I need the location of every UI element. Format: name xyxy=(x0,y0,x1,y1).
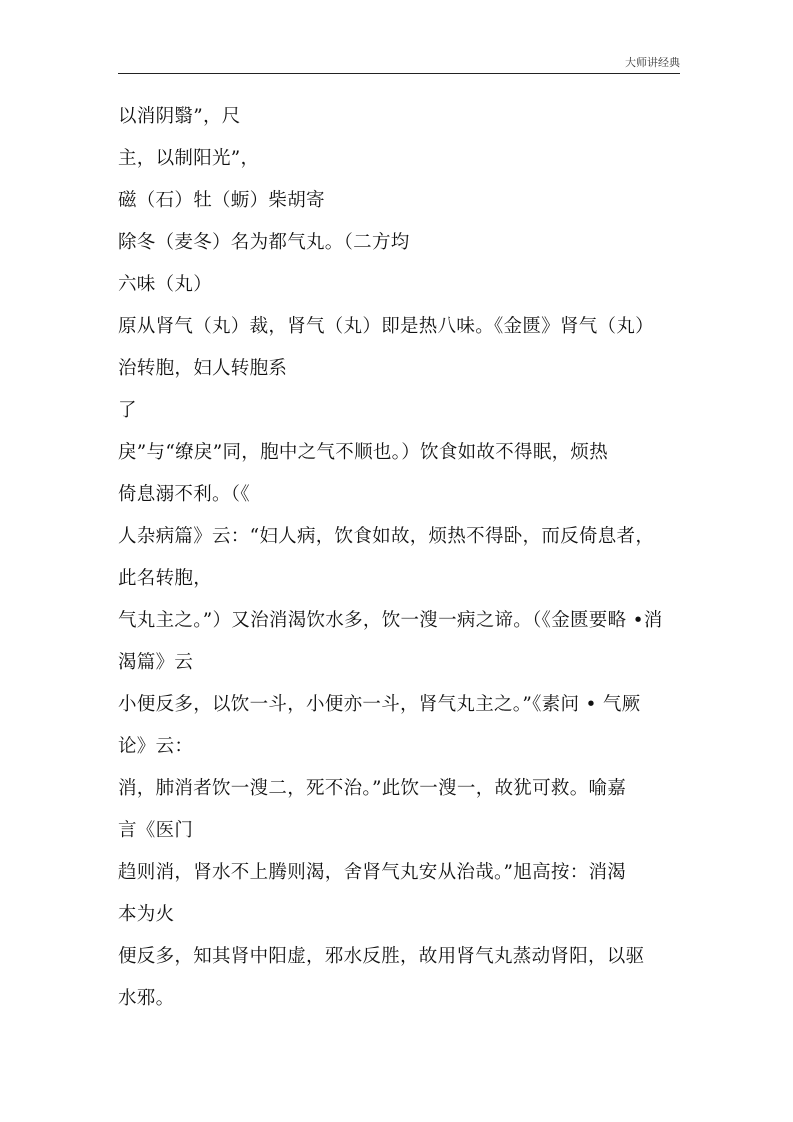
running-header: 大师讲经典 xyxy=(625,56,680,69)
text-line: 此名转胞， xyxy=(118,568,213,589)
text-line: 人杂病篇》云：“妇人病，饮食如故，烦热不得卧，而反倚息者， xyxy=(118,526,655,547)
text-line: 本为火 xyxy=(118,904,175,925)
text-line: 消，肺消者饮一溲二，死不治。”此饮一溲一，故犹可救。喻嘉 xyxy=(118,778,627,799)
text-line: 趋则消，肾水不上腾则渴，舍肾气丸安从治哉。”旭高按：消渴 xyxy=(118,862,627,883)
text-line: 水邪。 xyxy=(118,988,175,1009)
text-line: 言《医门 xyxy=(118,820,194,841)
text-line: 便反多，知其肾中阳虚，邪水反胜，故用肾气丸蒸动肾阳，以驱 xyxy=(118,946,645,967)
text-line: 渴篇》云 xyxy=(118,652,194,673)
text-line: 主，以制阳光”， xyxy=(118,148,260,169)
header-divider xyxy=(118,73,680,74)
text-line: 六味（丸） xyxy=(118,274,213,295)
text-line: 气丸主之。”）又治消渴饮水多，饮一溲一病之谛。（《金匮要略 •消 xyxy=(118,610,663,631)
text-line: 戾”与“缭戾”同，胞中之气不顺也。）饮食如故不得眠，烦热 xyxy=(118,442,609,463)
text-line: 治转胞，妇人转胞系 xyxy=(118,358,288,379)
text-line: 以消阴翳”，尺 xyxy=(118,106,241,127)
text-line: 了 xyxy=(118,400,137,421)
text-line: 论》云： xyxy=(118,736,194,757)
text-line: 原从肾气（丸）裁，肾气（丸）即是热八味。《金匮》肾气（丸） xyxy=(118,316,654,337)
text-line: 除冬（麦冬）名为都气丸。（二方均 xyxy=(118,232,410,253)
text-line: 小便反多，以饮一斗，小便亦一斗，肾气丸主之。”《素问 • 气厥 xyxy=(118,694,641,715)
document-body xyxy=(118,96,688,1020)
text-line: 倚息溺不利。（《 xyxy=(118,484,250,505)
text-line: 磁（石）牡（蛎）柴胡寄 xyxy=(118,190,325,211)
